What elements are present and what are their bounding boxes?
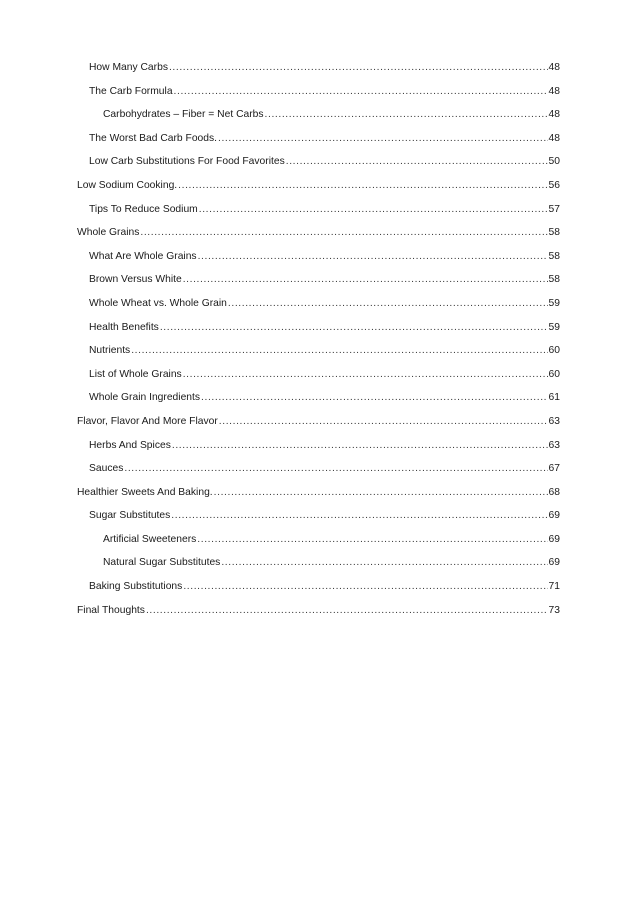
toc-entry[interactable] [77,268,560,292]
toc-leader-dots [201,386,547,410]
toc-page-number: 57 [548,203,560,215]
toc-entry[interactable] [77,504,560,528]
toc-leader-dots [178,174,547,198]
toc-leader-dots [160,316,548,340]
toc-entry[interactable] [77,245,560,269]
toc-entry-title: Natural Sugar Substitutes [103,557,221,569]
toc-leader-dots [131,339,547,363]
toc-page-number: 48 [548,132,560,144]
toc-leader-dots [174,80,548,104]
toc-leader-dots [219,410,548,434]
toc-entry[interactable] [77,127,560,151]
toc-entry[interactable] [77,599,560,623]
toc-entry[interactable] [77,457,560,481]
toc-entry-title: Sugar Substitutes [89,510,171,522]
toc-page-number: 73 [548,604,560,616]
toc-entry-title: The Worst Bad Carb Foods. [89,132,218,144]
toc-entry[interactable] [77,481,560,505]
toc-leader-dots [140,221,547,245]
toc-entry[interactable] [77,150,560,174]
toc-entry-title: Sauces [89,463,124,475]
toc-entry-title: List of Whole Grains [89,368,182,380]
toc-entry-title: Whole Grain Ingredients [89,392,201,404]
toc-leader-dots [146,599,548,623]
toc-entry[interactable] [77,528,560,552]
toc-entry-title: Tips To Reduce Sodium [89,203,198,215]
toc-page-number: 61 [548,392,560,404]
toc-leader-dots [124,457,547,481]
toc-entry[interactable] [77,292,560,316]
toc-entry-title: The Carb Formula [89,85,173,97]
toc-page-number: 69 [548,557,560,569]
table-of-contents [77,56,560,622]
toc-entry-title: Nutrients [89,345,131,357]
toc-page-number: 63 [548,415,560,427]
toc-leader-dots [183,575,547,599]
toc-entry-title: Herbs And Spices [89,439,171,451]
toc-entry[interactable] [77,56,560,80]
toc-entry-title: Carbohydrates – Fiber = Net Carbs [103,109,264,121]
toc-page-number: 67 [548,463,560,475]
toc-page-number: 63 [548,439,560,451]
toc-leader-dots [169,56,548,80]
toc-entry[interactable] [77,386,560,410]
toc-entry-title: Low Carb Substitutions For Food Favorites [89,156,285,168]
toc-leader-dots [183,268,548,292]
toc-entry[interactable] [77,80,560,104]
toc-entry-title: Whole Grains [77,227,140,239]
toc-leader-dots [286,150,548,174]
toc-entry-title: Baking Substitutions [89,581,183,593]
toc-leader-dots [221,551,547,575]
toc-page-number: 58 [548,274,560,286]
toc-entry-title: How Many Carbs [89,62,168,73]
toc-entry[interactable] [77,575,560,599]
toc-page-number: 58 [548,227,560,239]
toc-leader-dots [171,504,547,528]
toc-entry[interactable] [77,316,560,340]
toc-page-number: 59 [548,297,560,309]
toc-entry-title: Brown Versus White [89,274,182,286]
toc-leader-dots [218,127,548,151]
toc-entry[interactable] [77,198,560,222]
toc-page-number: 68 [548,486,560,498]
toc-page-number: 56 [548,179,560,191]
toc-entry[interactable] [77,410,560,434]
toc-page-number: 48 [548,109,560,121]
toc-page-number: 50 [548,156,560,168]
toc-entry-title: Artificial Sweeteners [103,533,197,545]
toc-leader-dots [197,528,547,552]
toc-page-number: 58 [548,250,560,262]
toc-page-number: 69 [548,510,560,522]
toc-page-number: 60 [548,368,560,380]
toc-page-number: 48 [548,62,560,73]
toc-entry-title: Whole Wheat vs. Whole Grain [89,297,227,309]
toc-leader-dots [265,103,548,127]
toc-leader-dots [228,292,548,316]
toc-leader-dots [199,198,548,222]
toc-entry-title: Final Thoughts [77,604,145,616]
toc-entry[interactable] [77,551,560,575]
toc-entry-title: Health Benefits [89,321,159,333]
toc-entry[interactable] [77,434,560,458]
toc-entry-title: Healthier Sweets And Baking. [77,486,213,498]
toc-entry[interactable] [77,363,560,387]
toc-leader-dots [172,434,548,458]
toc-entry[interactable] [77,339,560,363]
toc-page-number: 48 [548,85,560,97]
toc-leader-dots [183,363,548,387]
toc-leader-dots [214,481,548,505]
toc-entry-title: Low Sodium Cooking. [77,179,178,191]
toc-page-number: 69 [548,533,560,545]
toc-entry[interactable] [77,174,560,198]
toc-entry[interactable] [77,221,560,245]
toc-entry-title: Flavor, Flavor And More Flavor [77,415,218,427]
toc-entry[interactable] [77,103,560,127]
toc-leader-dots [198,245,548,269]
toc-page-number: 59 [548,321,560,333]
toc-entry-title: What Are Whole Grains [89,250,197,262]
toc-page-number: 60 [548,345,560,357]
toc-page-number: 71 [548,581,560,593]
